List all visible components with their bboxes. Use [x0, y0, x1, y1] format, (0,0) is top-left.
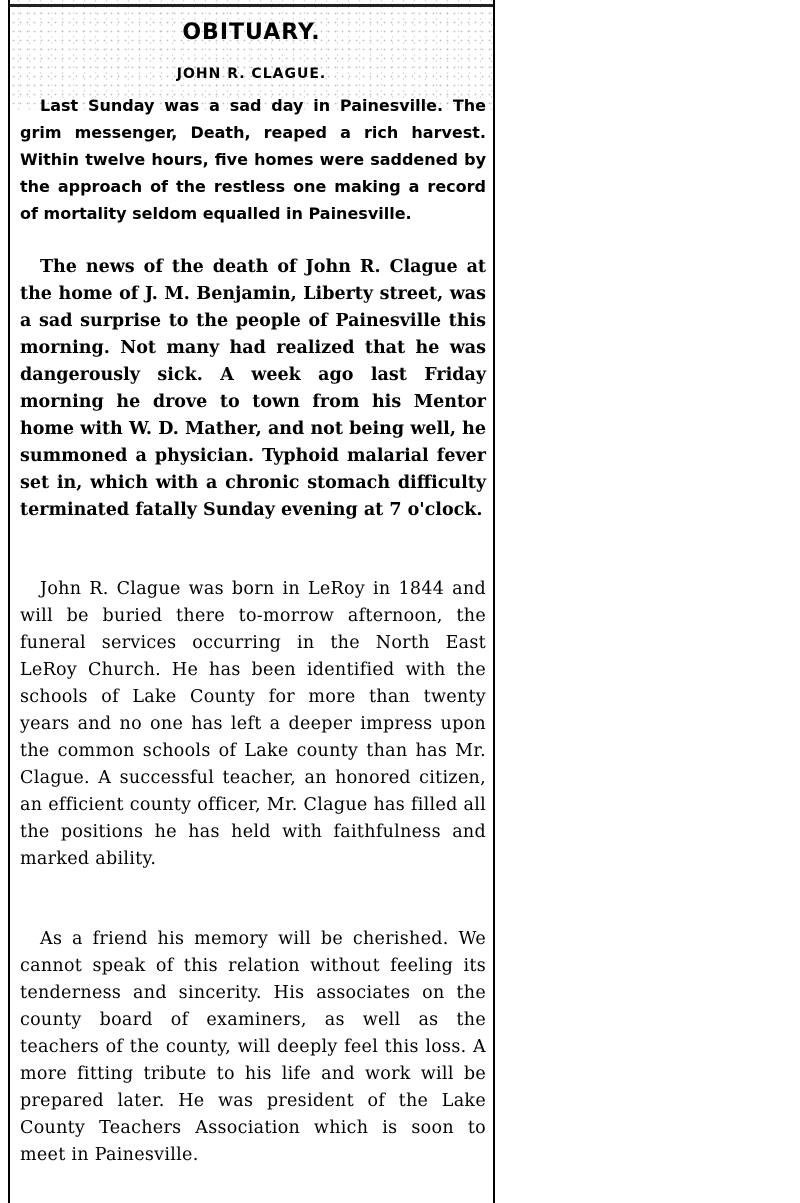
paragraph-3: John R. Clague was born in LeRoy in 1844 and will be buried there to-morrow afternoon, the funeral services occurring in the North East LeRoy Church. He has been identified with the schools of Lake County for more than twenty years and no one has left a deeper impress upon the common schools of Lake county than has Mr. Clague. A successful teacher, an honored citizen, an efficient county officer, Mr. Clague has filled all the positions he has held with faithfulness and marked ability.: [20, 579, 486, 869]
paragraph-2: The news of the death of John R. Clague at the home of J. M. Benjamin, Liberty street, was a sad surprise to the people of Painesville this morning. Not many had realized that he was dangerously sick. A week ago last Friday morning he drove to town from his Mentor home with W. D. Mather, and not being well, he summoned a physician. Typhoid malarial fever set in, which with a chronic stomach difficulty terminated fatally Sunday evening at 7 o'clock.: [20, 257, 486, 520]
paragraph-1: Last Sunday was a sad day in Painesville. The grim messenger, Death, reaped a rich harvest. Within twelve hours, five homes were saddened by the approach of the restless one making a record of mortality seldom equalled in Painesville.: [20, 96, 486, 223]
obituary-heading: OBITUARY.: [182, 20, 321, 45]
paragraph-4: As a friend his memory will be cherished. We cannot speak of this relation without feeling its tenderness and sincerity. His associates on the county board of examiners, as well as the teachers of the county, will deeply feel this loss. A more fitting tribute to his life and work will be prepared later. He was president of the Lake County Teachers Association which is soon to meet in Painesville.: [20, 929, 486, 1165]
top-rule: [10, 4, 493, 7]
obituary-column: [8, 0, 495, 1203]
obituary-subheading: JOHN R. CLAGUE.: [176, 66, 327, 82]
